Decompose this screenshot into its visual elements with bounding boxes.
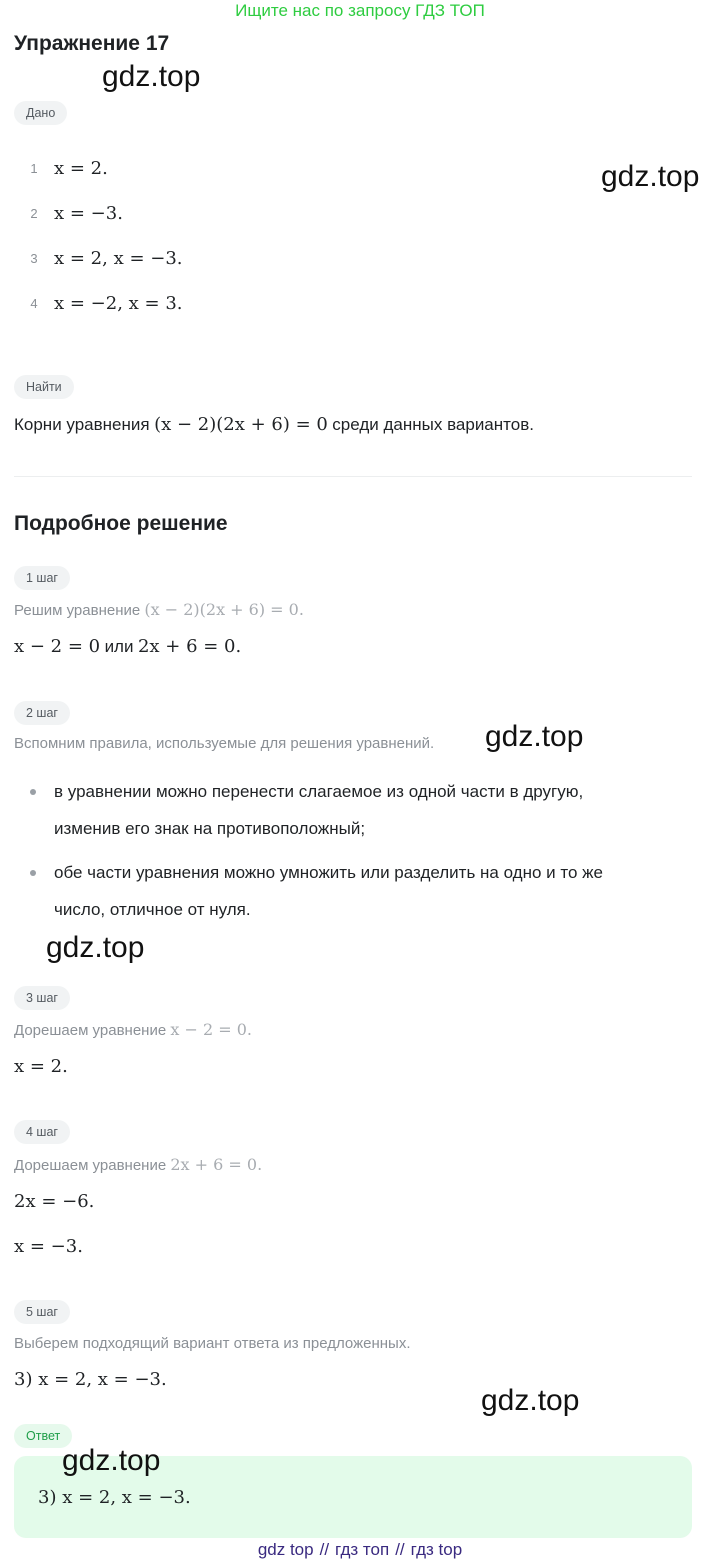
step-chip-label: 1 шаг (14, 566, 70, 590)
find-chip-label: Найти (14, 375, 74, 399)
step-chip-label: 5 шаг (14, 1300, 70, 1324)
given-chip (14, 101, 67, 125)
step4-note (14, 1155, 262, 1174)
step-chip-label: 2 шаг (14, 701, 70, 725)
step4-note-text: Дорешаем уравнение (14, 1157, 167, 1174)
footer-separator: // (395, 1540, 405, 1559)
step-chip-label: 3 шаг (14, 986, 70, 1010)
option-text: x = 2. (54, 158, 108, 179)
footer-links (0, 1538, 720, 1562)
step1-note (14, 600, 304, 619)
step3-line: x = 2. (14, 1056, 68, 1077)
rule-bullet-line: обе части уравнения можно умножить или разделить на одно и то же (54, 863, 603, 882)
footer-link-gdz-top[interactable]: gdz top (257, 1540, 314, 1559)
rule-bullet-line: в уравнении можно перенести слагаемое из одной части в другую, (54, 782, 584, 801)
step2-note: Вспомним правила, используемые для решения уравнений. (14, 735, 435, 752)
watermark: gdz.top (46, 931, 145, 964)
page-title: Упражнение 17 (14, 32, 170, 55)
step1-note-text: Решим уравнение (14, 602, 141, 619)
step3-note (14, 1020, 252, 1039)
step2-chip (14, 701, 70, 725)
step-chip-label: 4 шаг (14, 1120, 70, 1144)
option-text: x = 2, x = −3. (54, 248, 183, 269)
answer-text: 3) x = 2, x = −3. (38, 1487, 191, 1508)
watermark: gdz.top (485, 720, 584, 753)
step1-line (14, 636, 241, 657)
find-text-after: среди данных вариантов. (332, 415, 534, 434)
watermark: gdz.top (102, 60, 201, 93)
rule-bullet-line: изменив его знак на противоположный; (54, 819, 366, 838)
step5-line: 3) x = 2, x = −3. (14, 1369, 167, 1390)
search-banner: Ищите нас по запросу ГДЗ ТОП (235, 1, 485, 20)
step5-note: Выберем подходящий вариант ответа из предложенных. (14, 1335, 411, 1352)
option-text: x = −2, x = 3. (54, 293, 183, 314)
watermark: gdz.top (481, 1384, 580, 1417)
section-divider (14, 476, 692, 477)
step1-eq-left: x − 2 = 0 (14, 636, 101, 657)
step4-note-equation: 2x + 6 = 0. (170, 1155, 263, 1174)
step1-note-equation: (x − 2)(2x + 6) = 0. (144, 600, 304, 619)
footer-separator: // (319, 1540, 330, 1559)
given-chip-label: Дано (14, 101, 67, 125)
step4-line2: x = −3. (14, 1236, 83, 1257)
find-statement (14, 414, 534, 435)
footer-link-gdz-top-mixed[interactable]: гдз top (410, 1540, 463, 1559)
rule-bullet-line: число, отличное от нуля. (54, 900, 251, 919)
watermark: gdz.top (601, 160, 700, 193)
step3-note-text: Дорешаем уравнение (14, 1022, 167, 1039)
option-number: 1 (30, 161, 38, 176)
watermark: gdz.top (62, 1444, 161, 1477)
solution-heading: Подробное решение (14, 512, 228, 535)
option-number: 3 (30, 251, 38, 266)
footer-link-gdz-top-ru[interactable]: гдз топ (335, 1540, 390, 1559)
rule-bullet (54, 854, 674, 928)
step3-note-equation: x − 2 = 0. (170, 1020, 252, 1039)
step4-chip (14, 1120, 70, 1144)
bullet-dot (30, 870, 36, 876)
step4-line1: 2x = −6. (14, 1191, 95, 1212)
option-text: x = −3. (54, 203, 123, 224)
step1-eq-right: 2x + 6 = 0. (137, 636, 242, 657)
step1-or: или (104, 637, 134, 656)
option-number: 4 (30, 296, 38, 311)
step1-chip (14, 566, 70, 590)
step5-chip (14, 1300, 70, 1324)
find-equation: (x − 2)(2x + 6) = 0 (154, 414, 328, 435)
find-chip (14, 375, 74, 399)
bullet-dot (30, 789, 36, 795)
step3-chip (14, 986, 70, 1010)
find-text-before: Корни уравнения (14, 415, 150, 434)
rule-bullet (54, 773, 674, 847)
option-number: 2 (30, 206, 38, 221)
answer-chip-label: Ответ (14, 1424, 72, 1448)
